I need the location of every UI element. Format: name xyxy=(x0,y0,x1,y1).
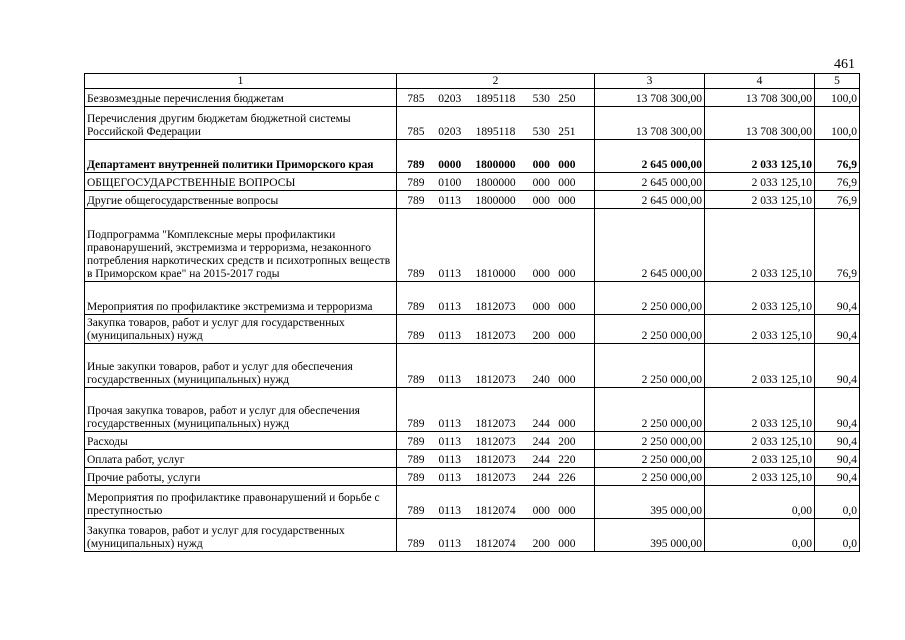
amount-executed: 2 033 125,10 xyxy=(705,315,815,344)
execution-percent: 90,4 xyxy=(815,432,860,450)
kosgu-code: 000 xyxy=(558,195,576,207)
amount-planned: 2 250 000,00 xyxy=(595,450,705,468)
target-code: 1895118 xyxy=(475,93,516,105)
row-name: Безвозмездные перечисления бюджетам xyxy=(85,89,397,107)
section-code: 0203 xyxy=(438,126,462,138)
row-name: Перечисления другим бюджетам бюджетной системы Российской Федерации xyxy=(85,107,397,140)
row-codes xyxy=(397,282,595,315)
expense-type-code: 000 xyxy=(532,505,550,517)
amount-planned: 2 250 000,00 xyxy=(595,315,705,344)
row-codes xyxy=(397,468,595,486)
target-code: 1812073 xyxy=(475,472,516,484)
expense-type-code: 000 xyxy=(532,177,550,189)
execution-percent: 76,9 xyxy=(815,209,860,282)
row-name: Прочие работы, услуги xyxy=(85,468,397,486)
amount-executed: 2 033 125,10 xyxy=(705,468,815,486)
section-code: 0113 xyxy=(438,454,462,466)
expense-type-code: 000 xyxy=(532,195,550,207)
expense-type-code: 000 xyxy=(532,159,550,171)
amount-executed: 2 033 125,10 xyxy=(705,450,815,468)
expense-type-code: 530 xyxy=(532,126,550,138)
section-code: 0000 xyxy=(438,159,462,171)
kosgu-code: 250 xyxy=(558,93,576,105)
execution-percent: 100,0 xyxy=(815,89,860,107)
header-col-3: 3 xyxy=(595,74,705,89)
table-row xyxy=(85,468,860,486)
admin-code: 789 xyxy=(407,195,425,207)
amount-executed: 2 033 125,10 xyxy=(705,173,815,191)
row-name: Подпрограмма "Комплексные меры профилактики правонарушений, экстремизма и терроризма, незаконного потребления наркотических средств и психотропных веществ в Приморском крае" на 2015-2017 годы xyxy=(85,209,397,282)
header-col-1: 1 xyxy=(85,74,397,89)
header-row xyxy=(85,74,860,89)
kosgu-code: 000 xyxy=(558,374,576,386)
admin-code: 789 xyxy=(407,418,425,430)
section-code: 0203 xyxy=(438,93,462,105)
amount-planned: 13 708 300,00 xyxy=(595,107,705,140)
header-col-4: 4 xyxy=(705,74,815,89)
row-name: Оплата работ, услуг xyxy=(85,450,397,468)
section-code: 0113 xyxy=(438,472,462,484)
row-name: ОБЩЕГОСУДАРСТВЕННЫЕ ВОПРОСЫ xyxy=(85,173,397,191)
kosgu-code: 000 xyxy=(558,505,576,517)
table-row xyxy=(85,450,860,468)
row-codes xyxy=(397,173,595,191)
admin-code: 789 xyxy=(407,538,425,550)
admin-code: 789 xyxy=(407,436,425,448)
target-code: 1812073 xyxy=(475,330,516,342)
target-code: 1812073 xyxy=(475,301,516,313)
expense-type-code: 240 xyxy=(532,374,550,386)
amount-planned: 2 250 000,00 xyxy=(595,432,705,450)
row-name: Закупка товаров, работ и услуг для государственных (муниципальных) нужд xyxy=(85,315,397,344)
row-codes xyxy=(397,89,595,107)
table-body xyxy=(85,89,860,552)
amount-executed: 2 033 125,10 xyxy=(705,209,815,282)
amount-executed: 13 708 300,00 xyxy=(705,107,815,140)
row-codes xyxy=(397,191,595,209)
kosgu-code: 200 xyxy=(558,436,576,448)
amount-planned: 2 250 000,00 xyxy=(595,344,705,388)
budget-table xyxy=(84,73,860,552)
execution-percent: 90,4 xyxy=(815,450,860,468)
row-codes xyxy=(397,209,595,282)
table-row xyxy=(85,173,860,191)
admin-code: 789 xyxy=(407,268,425,280)
row-name: Закупка товаров, работ и услуг для государственных (муниципальных) нужд xyxy=(85,519,397,552)
target-code: 1800000 xyxy=(475,159,516,171)
expense-type-code: 244 xyxy=(532,436,550,448)
amount-planned: 2 250 000,00 xyxy=(595,282,705,315)
amount-executed: 2 033 125,10 xyxy=(705,282,815,315)
kosgu-code: 000 xyxy=(558,177,576,189)
row-codes xyxy=(397,107,595,140)
amount-executed: 2 033 125,10 xyxy=(705,191,815,209)
amount-planned: 2 645 000,00 xyxy=(595,140,705,173)
amount-planned: 2 250 000,00 xyxy=(595,388,705,432)
row-name: Прочая закупка товаров, работ и услуг для обеспечения государственных (муниципальных) нужд xyxy=(85,388,397,432)
execution-percent: 76,9 xyxy=(815,173,860,191)
row-name: Другие общегосударственные вопросы xyxy=(85,191,397,209)
row-codes xyxy=(397,486,595,519)
amount-executed: 0,00 xyxy=(705,486,815,519)
section-code: 0113 xyxy=(438,505,462,517)
section-code: 0113 xyxy=(438,330,462,342)
section-code: 0113 xyxy=(438,418,462,430)
row-codes xyxy=(397,388,595,432)
admin-code: 789 xyxy=(407,330,425,342)
expense-type-code: 000 xyxy=(532,268,550,280)
table-row xyxy=(85,315,860,344)
kosgu-code: 000 xyxy=(558,159,576,171)
table-row xyxy=(85,388,860,432)
admin-code: 789 xyxy=(407,472,425,484)
amount-executed: 2 033 125,10 xyxy=(705,388,815,432)
table-row xyxy=(85,209,860,282)
admin-code: 789 xyxy=(407,374,425,386)
amount-executed: 2 033 125,10 xyxy=(705,344,815,388)
expense-type-code: 244 xyxy=(532,418,550,430)
header-col-2: 2 xyxy=(397,74,595,89)
row-codes xyxy=(397,140,595,173)
table-row xyxy=(85,191,860,209)
execution-percent: 100,0 xyxy=(815,107,860,140)
amount-planned: 2 645 000,00 xyxy=(595,173,705,191)
expense-type-code: 530 xyxy=(532,93,550,105)
section-code: 0113 xyxy=(438,268,462,280)
section-code: 0113 xyxy=(438,301,462,313)
execution-percent: 0,0 xyxy=(815,519,860,552)
target-code: 1895118 xyxy=(475,126,516,138)
amount-planned: 395 000,00 xyxy=(595,486,705,519)
amount-planned: 13 708 300,00 xyxy=(595,89,705,107)
amount-executed: 0,00 xyxy=(705,519,815,552)
admin-code: 789 xyxy=(407,505,425,517)
target-code: 1812073 xyxy=(475,436,516,448)
target-code: 1800000 xyxy=(475,195,516,207)
table-row xyxy=(85,432,860,450)
amount-planned: 2 645 000,00 xyxy=(595,209,705,282)
target-code: 1800000 xyxy=(475,177,516,189)
row-name: Департамент внутренней политики Приморского края xyxy=(85,140,397,173)
kosgu-code: 226 xyxy=(558,472,576,484)
target-code: 1810000 xyxy=(475,268,516,280)
row-name: Мероприятия по профилактике экстремизма и терроризма xyxy=(85,282,397,315)
admin-code: 789 xyxy=(407,159,425,171)
execution-percent: 76,9 xyxy=(815,140,860,173)
table-row xyxy=(85,140,860,173)
amount-planned: 2 645 000,00 xyxy=(595,191,705,209)
row-codes xyxy=(397,315,595,344)
expense-type-code: 244 xyxy=(532,472,550,484)
admin-code: 789 xyxy=(407,454,425,466)
expense-type-code: 000 xyxy=(532,301,550,313)
execution-percent: 90,4 xyxy=(815,282,860,315)
kosgu-code: 220 xyxy=(558,454,576,466)
table-row xyxy=(85,519,860,552)
page-number: 461 xyxy=(834,57,855,72)
row-name: Иные закупки товаров, работ и услуг для обеспечения государственных (муниципальных) нужд xyxy=(85,344,397,388)
row-codes xyxy=(397,450,595,468)
admin-code: 785 xyxy=(407,93,425,105)
header-col-5: 5 xyxy=(815,74,860,89)
target-code: 1812073 xyxy=(475,454,516,466)
target-code: 1812073 xyxy=(475,374,516,386)
amount-planned: 395 000,00 xyxy=(595,519,705,552)
execution-percent: 90,4 xyxy=(815,315,860,344)
expense-type-code: 244 xyxy=(532,454,550,466)
row-codes xyxy=(397,519,595,552)
section-code: 0113 xyxy=(438,195,462,207)
section-code: 0113 xyxy=(438,374,462,386)
section-code: 0100 xyxy=(438,177,462,189)
table-row xyxy=(85,89,860,107)
expense-type-code: 200 xyxy=(532,538,550,550)
execution-percent: 0,0 xyxy=(815,486,860,519)
target-code: 1812074 xyxy=(475,505,516,517)
section-code: 0113 xyxy=(438,436,462,448)
amount-planned: 2 250 000,00 xyxy=(595,468,705,486)
kosgu-code: 251 xyxy=(558,126,576,138)
row-codes xyxy=(397,432,595,450)
execution-percent: 90,4 xyxy=(815,468,860,486)
admin-code: 789 xyxy=(407,177,425,189)
table-row xyxy=(85,107,860,140)
admin-code: 789 xyxy=(407,301,425,313)
kosgu-code: 000 xyxy=(558,538,576,550)
table-row xyxy=(85,282,860,315)
execution-percent: 90,4 xyxy=(815,344,860,388)
table-row xyxy=(85,344,860,388)
amount-executed: 2 033 125,10 xyxy=(705,432,815,450)
kosgu-code: 000 xyxy=(558,418,576,430)
kosgu-code: 000 xyxy=(558,268,576,280)
execution-percent: 76,9 xyxy=(815,191,860,209)
kosgu-code: 000 xyxy=(558,301,576,313)
amount-executed: 13 708 300,00 xyxy=(705,89,815,107)
section-code: 0113 xyxy=(438,538,462,550)
execution-percent: 90,4 xyxy=(815,388,860,432)
row-name: Расходы xyxy=(85,432,397,450)
table-row xyxy=(85,486,860,519)
row-name: Мероприятия по профилактике правонарушений и борьбе с преступностью xyxy=(85,486,397,519)
row-codes xyxy=(397,344,595,388)
target-code: 1812073 xyxy=(475,418,516,430)
target-code: 1812074 xyxy=(475,538,516,550)
admin-code: 785 xyxy=(407,126,425,138)
expense-type-code: 200 xyxy=(532,330,550,342)
kosgu-code: 000 xyxy=(558,330,576,342)
amount-executed: 2 033 125,10 xyxy=(705,140,815,173)
